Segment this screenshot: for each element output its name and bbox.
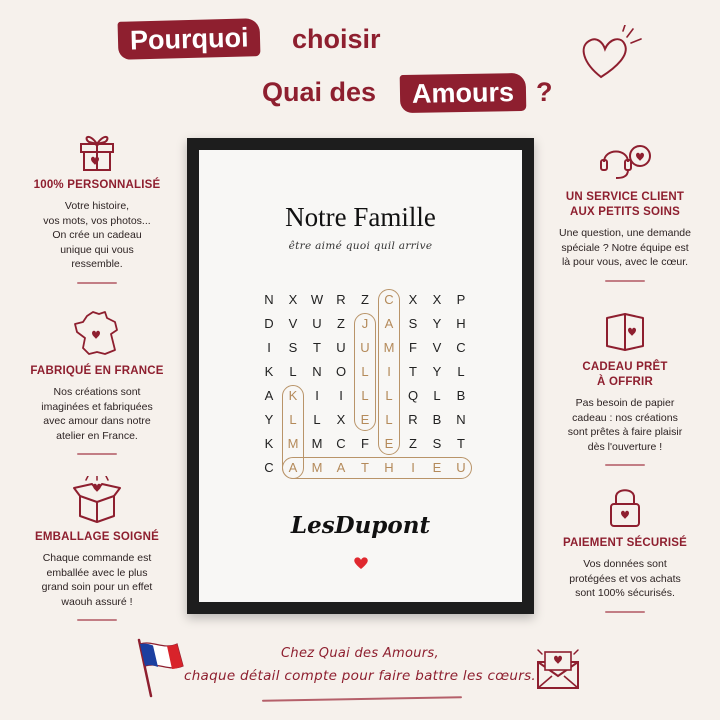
grid-letter: A [336,460,346,475]
grid-letter: P [456,292,466,307]
grid-letter: F [361,436,369,451]
grid-letter: Z [409,436,417,451]
headset-icon [598,138,652,184]
header-question-mark: ? [536,77,553,107]
feature-emballage [22,476,172,621]
header-highlight-amours [400,73,527,113]
feature-title-fabrique: FABRIQUÉ EN FRANCE [30,365,164,377]
header-word-quai-des: Quai des [262,77,377,107]
grid-letter: L [433,388,441,403]
grid-letter: S [432,436,442,451]
feature-desc-personnalise: Votre histoire, vos mots, vos photos... On crée un cadeau unique qui vous ressemble. [43,200,151,270]
poster-subtitle: être aimé quoi quil arrive [288,240,433,252]
grid-letter: N [312,364,322,379]
feature-title-paiement: PAIEMENT SÉCURISÉ [563,537,687,549]
grid-letter: Y [432,364,442,379]
grid-letter: Y [432,316,442,331]
open-box-icon [72,476,122,524]
grid-letter: L [385,412,393,427]
grid-letter: M [311,436,323,451]
grid-letter: J [361,316,369,331]
feature-title-personnalise: 100% PERSONNALISÉ [33,179,161,191]
grid-letter: X [336,412,346,427]
grid-letter: L [361,364,369,379]
grid-letter: E [384,436,394,451]
feature-desc-paiement: Vos données sont protégées et vos achats sont 100% sécurisés. [569,558,681,599]
feature-desc-cadeau: Pas besoin de papier cadeau : nos créations sont prêtes à faire plaisir dès l'ouverture ! [567,397,683,453]
feature-divider [77,282,117,284]
poster-frame [187,138,534,614]
grid-letter: K [264,436,274,451]
grid-letter: S [288,340,298,355]
feature-fabrique-france [22,308,172,455]
feature-paiement [545,484,705,613]
feature-desc-service: Une question, une demande spéciale ? Notre équipe est là pour vous, avec le cœur. [559,227,691,268]
header-highlight-pourquoi [118,18,261,60]
grid-letter: I [315,388,319,403]
grid-letter: S [408,316,418,331]
grid-letter: Z [337,316,345,331]
grid-letter: L [457,364,465,379]
grid-letter: T [361,460,369,475]
grid-letter: Z [361,292,369,307]
grid-letter: C [336,436,346,451]
grid-letter: N [456,412,466,427]
grid-letter: I [387,364,391,379]
feature-divider [77,453,117,455]
header-word-amours: Amours [411,77,515,109]
footer-underline [262,696,462,701]
grid-letter: I [411,460,415,475]
grid-letter: N [264,292,274,307]
grid-letter: C [264,460,274,475]
grid-letter: U [360,340,370,355]
grid-letter: C [384,292,394,307]
feature-divider [77,619,117,621]
france-map-icon [71,308,123,358]
grid-letter: B [456,388,466,403]
highlight-julie [354,313,376,431]
grid-letter: I [339,388,343,403]
gift-icon [77,128,117,172]
feature-personnalise [22,128,172,284]
grid-letter: M [287,436,299,451]
grid-letter: X [408,292,418,307]
feature-service-client [545,138,705,282]
grid-letter: A [264,388,274,403]
grid-letter: T [409,364,417,379]
grid-letter: I [267,340,271,355]
highlight-camille [378,289,400,455]
grid-letter: T [313,340,321,355]
feature-title-service: UN SERVICE CLIENT AUX PETITS SOINS [565,191,685,218]
grid-letter: M [311,460,323,475]
grid-letter: X [288,292,298,307]
grid-letter: T [457,436,465,451]
grid-letter: U [312,316,322,331]
love-letter-icon [532,644,584,692]
feature-title-emballage: EMBALLAGE SOIGNÉ [35,531,159,543]
grid-letter: W [310,292,324,307]
grid-letter: L [313,412,321,427]
grid-letter: V [432,340,442,355]
grid-letter: L [289,364,297,379]
grid-letter: A [288,460,298,475]
heart-icon [353,556,369,570]
grid-letter: F [409,340,417,355]
grid-letter: D [264,316,274,331]
grid-letter: E [360,412,370,427]
grid-letter: C [456,340,466,355]
grid-letter: H [456,316,466,331]
footer-line-2: chaque détail compte pour faire battre les cœurs. [183,668,537,684]
grid-letter: L [385,388,393,403]
grid-letter: L [361,388,369,403]
grid-letter: R [336,292,346,307]
footer-line-1: Chez Quai des Amours, [281,646,439,661]
grid-letter: E [432,460,442,475]
feature-desc-emballage: Chaque commande est emballée avec le plus grand soin pour un effet waouh assuré ! [41,552,153,608]
feature-title-cadeau: CADEAU PRÊT À OFFRIR [582,361,668,388]
feature-divider [605,280,645,282]
grid-letter: A [384,316,394,331]
grid-letter: K [288,388,298,403]
grid-letter: B [432,412,442,427]
header-word-choisir: choisir [292,24,381,54]
feature-divider [605,464,645,466]
grid-letter: Q [407,388,419,403]
poster-signature: LesDupont [290,512,431,539]
gift-card-icon [603,310,647,354]
poster-title: Notre Famille [285,202,436,232]
feature-desc-fabrique: Nos créations sont imaginées et fabriquées avec amour dans notre atelier en France. [41,386,153,442]
grid-letter: H [384,460,394,475]
grid-letter: V [288,316,298,331]
grid-letter: K [264,364,274,379]
grid-letter: O [335,364,347,379]
highlight-mathieu [282,457,472,479]
grid-letter: U [336,340,346,355]
feature-cadeau-pret [545,310,705,466]
header-word-pourquoi: Pourquoi [129,22,249,56]
padlock-icon [605,484,645,530]
feature-divider [605,611,645,613]
grid-letter: U [456,460,466,475]
grid-letter: L [289,412,297,427]
doodle-heart-icon [575,25,645,85]
poster [199,150,522,602]
grid-letter: R [408,412,418,427]
grid-letter: M [383,340,395,355]
grid-letter: X [432,292,442,307]
grid-letter: Y [264,412,274,427]
